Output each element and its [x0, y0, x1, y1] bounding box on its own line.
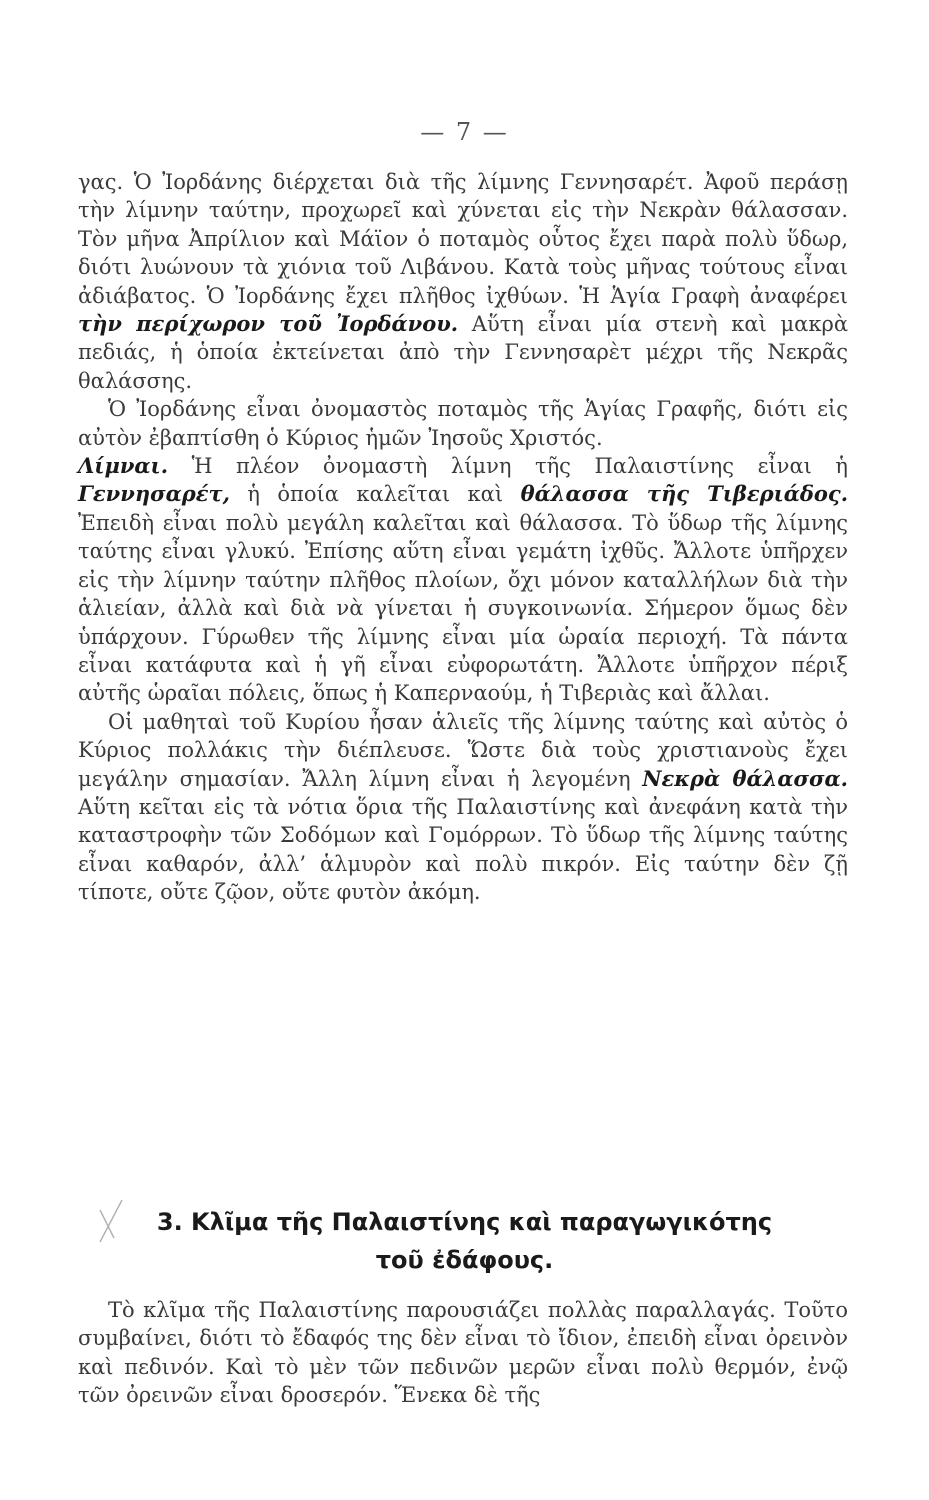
paragraph-text: Οἱ μαθηταὶ τοῦ Κυρίου ἦσαν ἁλιεῖς τῆς λίμνης ταύτης καὶ αὐτὸς ὁ Κύριος πολλάκις τὴν διέπλευσε. Ὥστε διὰ τοὺς χριστιανοὺς ἔχει μεγάλην σημασίαν. Ἄλλη λίμνη εἶναι ἡ λεγομένη: [78, 709, 848, 791]
paragraph-text: ἡ ὁποία καλεῖται καὶ: [229, 482, 521, 507]
subsection-lead-lakes: Λίμναι.: [78, 453, 169, 479]
paragraph-climate: [78, 1296, 848, 1410]
section-heading-line1: 3. Κλῖμα τῆς Παλαιστίνης καὶ παραγωγικότης: [156, 1208, 773, 1236]
bold-term-gennesaret: Γεννησαρέτ,: [78, 481, 230, 507]
paragraph-text: Ὁ Ἰορδάνης εἶναι ὀνομαστὸς ποταμὸς τῆς Ἁγίας Γραφῆς, διότι εἰς αὐτὸν ἐβαπτίσθη ὁ Κύριος ἡμῶν Ἰησοῦς Χριστός.: [78, 397, 848, 450]
bold-term-jordan-environs: τὴν περίχωρον τοῦ Ἰορδάνου.: [78, 311, 459, 337]
paragraph-text: Ἡ πλέον ὀνομαστὴ λίμνη τῆς Παλαιστίνης εἶναι ἡ: [168, 454, 848, 479]
paragraph-jordan-baptism: [78, 395, 848, 452]
paragraph-lakes: [78, 452, 848, 708]
section-text-block: [78, 1296, 848, 1410]
bold-term-dead-sea: Νεκρὰ θάλασσα.: [642, 765, 848, 791]
bold-term-sea-of-tiberias: θάλασσα τῆς Τιβεριάδος.: [520, 481, 849, 507]
main-text-block: [78, 168, 848, 907]
paragraph-disciples-dead-sea: [78, 708, 848, 907]
paragraph-text: Ἐπειδὴ εἶναι πολὺ μεγάλη καλεῖται καὶ θάλασσα. Τὸ ὕδωρ τῆς λίμνης ταύτης εἶναι γλυκύ. Ἐπίσης αὕτη εἶναι γεμάτη ἰχθῦς. Ἄλλοτε ὑπῆρχεν εἰς τὴν λίμνην ταύτην πλῆθος πλοίων, ὄχι μόνον καταλλήλων διὰ τὴν ἁλιείαν, ἀλλὰ καὶ διὰ νὰ γίνεται ἡ συγκοινωνία. Σήμερον ὅμως δὲν ὑπάρχουν. Γύρωθεν τῆς λίμνης εἶναι μία ὡραία περιοχή. Τὰ πάντα εἶναι κατάφυτα καὶ ἡ γῆ εἶναι εὐφορωτάτη. Ἄλλοτε ὑπῆρχον πέριξ αὐτῆς ὡραῖαι πόλεις, ὅπως ἡ Καπερναούμ, ἡ Τιβεριὰς καὶ ἄλλαι.: [78, 510, 848, 706]
paragraph-text: γας. Ὁ Ἰορδάνης διέρχεται διὰ τῆς λίμνης Γεννησαρέτ. Ἀφοῦ περάσῃ τὴν λίμνην ταύτην, προχωρεῖ καὶ χύνεται εἰς τὴν Νεκρὰν θάλασσαν. Τὸν μῆνα Ἀπρίλιον καὶ Μάϊον ὁ ποταμὸς οὗτος ἔχει παρὰ πολὺ ὕδωρ, διότι λυώνουν τὰ χιόνια τοῦ Λιβάνου. Κατὰ τοὺς μῆνας τούτους εἶναι ἀδιάβατος. Ὁ Ἰορδάνης ἔχει πλῆθος ἰχθύων. Ἡ Ἁγία Γραφὴ ἀναφέρει: [78, 170, 848, 308]
section-heading: [0, 1203, 929, 1279]
paragraph-jordan-course: [78, 168, 848, 395]
paragraph-text: Αὕτη κεῖται εἰς τὰ νότια ὅρια τῆς Παλαιστίνης καὶ ἀνεφάνη κατὰ τὴν καταστροφὴν τῶν Σοδόμων καὶ Γομόρρων. Τὸ ὕδωρ τῆς λίμνης ταύτης εἶναι καθαρόν, ἀλλ’ ἁλμυρὸν καὶ πολὺ πικρόν. Εἰς ταύτην δὲν ζῇ τίποτε, οὔτε ζῷον, οὔτε φυτὸν ἀκόμη.: [78, 794, 848, 905]
section-heading-line2: τοῦ ἐδάφους.: [375, 1246, 554, 1274]
paragraph-text: Αὕτη εἶναι μία στενὴ καὶ μακρὰ πεδιάς, ἡ ὁποία ἐκτείνεται ἀπὸ τὴν Γεννησαρὲτ μέχρι τῆς Νεκρᾶς θαλάσσης.: [78, 312, 848, 393]
paragraph-text: Τὸ κλῖμα τῆς Παλαιστίνης παρουσιάζει πολλὰς παραλλαγάς. Τοῦτο συμβαίνει, διότι τὸ ἔδαφός της δὲν εἶναι τὸ ἴδιον, ἐπειδὴ εἶναι ὀρεινὸν καὶ πεδινόν. Καὶ τὸ μὲν τῶν πεδινῶν μερῶν εἶναι πολὺ θερμόν, ἐνῷ τῶν ὀρεινῶν εἶναι δροσερόν. Ἕνεκα δὲ τῆς: [78, 1298, 848, 1408]
page-number: — 7 —: [420, 118, 509, 146]
